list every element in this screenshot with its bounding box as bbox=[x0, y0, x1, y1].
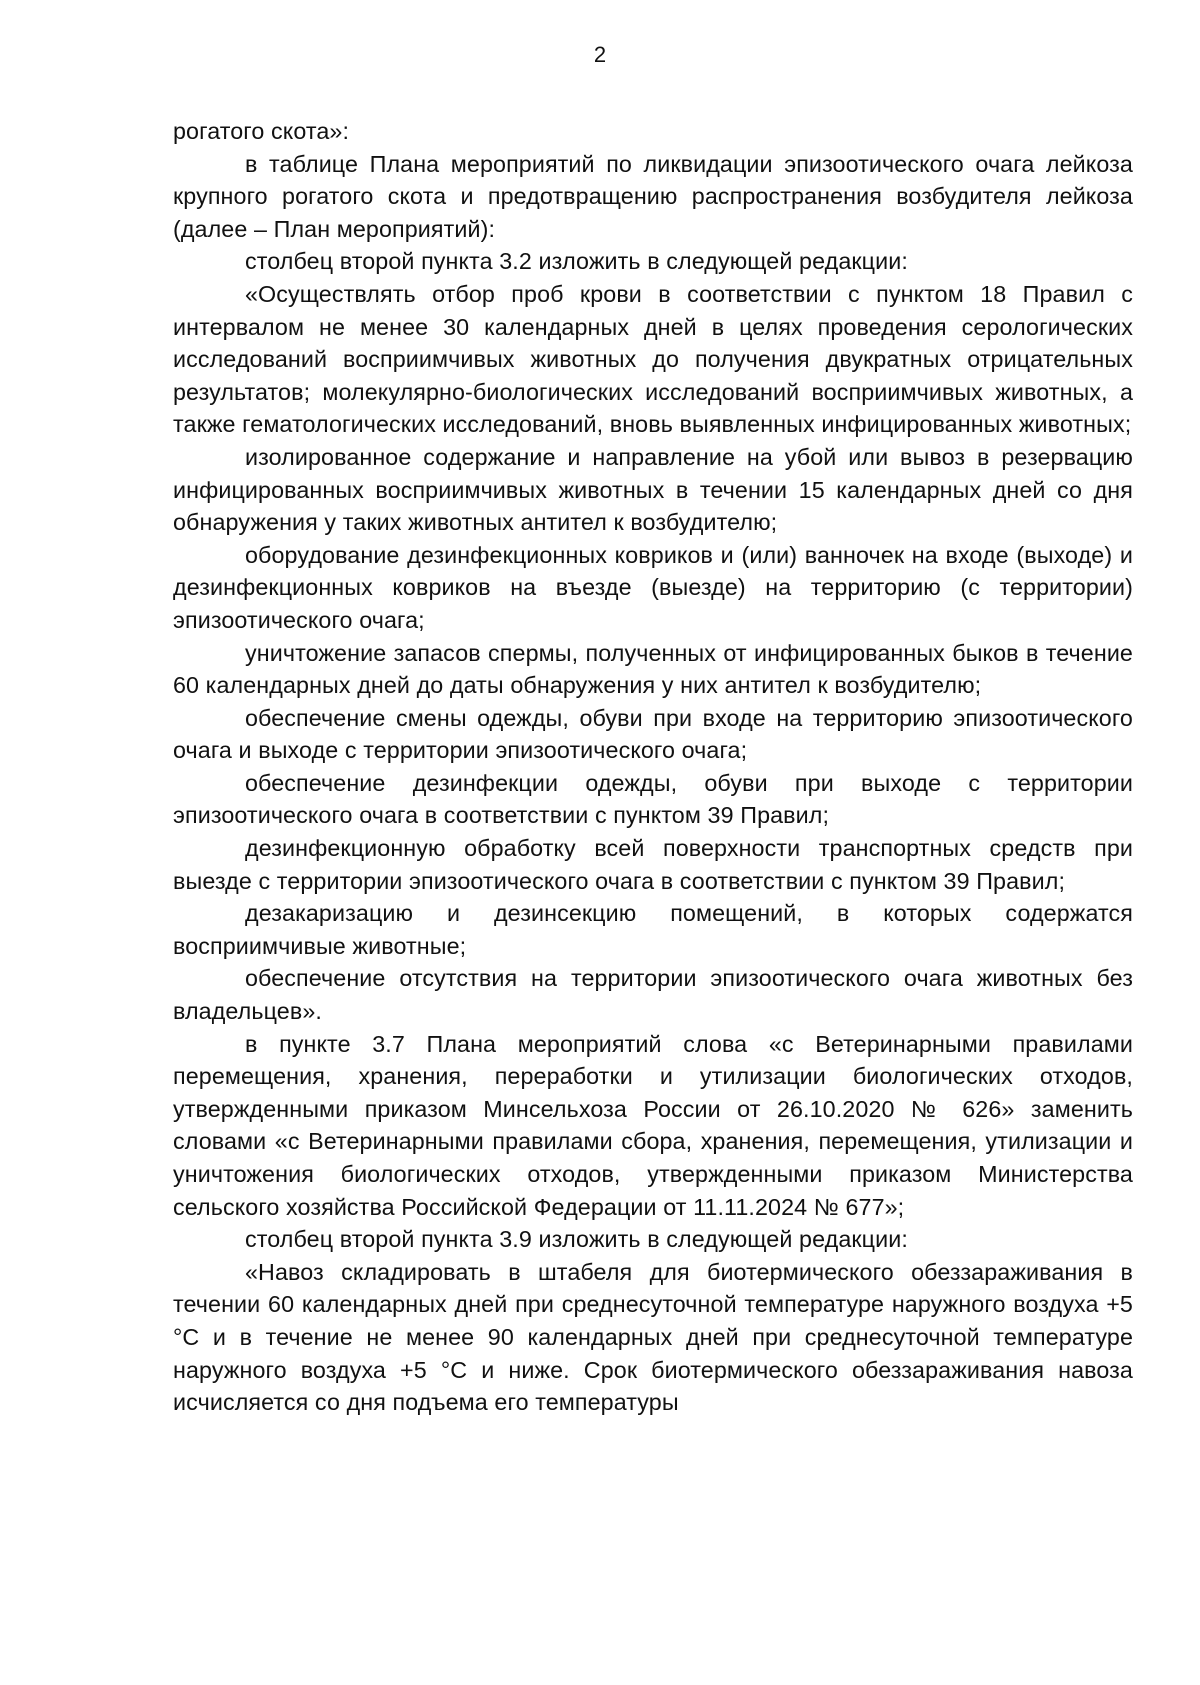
paragraph: столбец второй пункта 3.9 изложить в следующей редакции: bbox=[245, 1226, 908, 1253]
paragraph: рогатого скота»: bbox=[173, 118, 350, 144]
paragraph: в таблице Плана мероприятий по ликвидации эпизоотического очага лейкоза крупного рогатого скота и предотвращению распространения возбудителя лейкоза (далее – План мероприятий): bbox=[173, 150, 1133, 242]
paragraph: дезинфекционную обработку всей поверхности транспортных средств при выезде с территории эпизоотического очага в соответствии с пунктом 39 Правил; bbox=[173, 835, 1133, 894]
document-body bbox=[173, 115, 1133, 1419]
paragraph: обеспечение смены одежды, обуви при входе на территорию эпизоотического очага и выходе с территории эпизоотического очага; bbox=[173, 704, 1133, 764]
paragraph: изолированное содержание и направление на убой или вывоз в резервацию инфицированных восприимчивых животных в течении 15 календарных дней со дня обнаружения у таких животных антител к возбудителю; bbox=[173, 443, 1133, 536]
paragraph: оборудование дезинфекционных ковриков и (или) ванночек на входе (выходе) и дезинфекционных ковриков на въезде (выезде) на территорию (с территории) эпизоотического очага; bbox=[173, 541, 1133, 633]
paragraph: «Осуществлять отбор проб крови в соответствии с пунктом 18 Правил с интервалом не менее 30 календарных дней в целях проведения серологических исследований восприимчивых животных до получения двукратных отрицательных результатов; молекулярно-биологических исследований восприимчивых животных, а также гематологических исследований, вновь выявленных инфицированных животных; bbox=[173, 280, 1133, 438]
paragraph: столбец второй пункта 3.2 изложить в следующей редакции: bbox=[245, 248, 908, 275]
paragraph: дезакаризацию и дезинсекцию помещений, в которых содержатся восприимчивые животные; bbox=[173, 900, 1133, 959]
paragraph: в пункте 3.7 Плана мероприятий слова «с Ветеринарными правилами перемещения, хранения, переработки и утилизации биологических отходов, утвержденными приказом Минсельхоза России от 26.10.2020 № 626» заменить словами «с Ветеринарными правилами сбора, хранения, перемещения, утилизации и уничтожения биологических отходов, утвержденными приказом Министерства сельского хозяйства Российской Федерации от 11.11.2024 № 677»; bbox=[173, 1030, 1133, 1220]
paragraph: обеспечение отсутствия на территории эпизоотического очага животных без владельцев». bbox=[173, 965, 1133, 1025]
paragraph: обеспечение дезинфекции одежды, обуви при выходе с территории эпизоотического очага в соответствии с пунктом 39 Правил; bbox=[173, 769, 1133, 829]
page-number: 2 bbox=[593, 42, 607, 67]
paragraph: «Навоз складировать в штабеля для биотермического обеззараживания в течении 60 календарных дней при среднесуточной температуре наружного воздуха +5 °С и в течение не менее 90 календарных дней при среднесуточной температуре наружного воздуха +5 °С и ниже. Срок биотермического обеззараживания навоза исчисляется со дня подъема его температуры bbox=[173, 1258, 1133, 1416]
paragraph: уничтожение запасов спермы, полученных от инфицированных быков в течение 60 календарных дней до даты обнаружения у них антител к возбудителю; bbox=[173, 639, 1133, 699]
